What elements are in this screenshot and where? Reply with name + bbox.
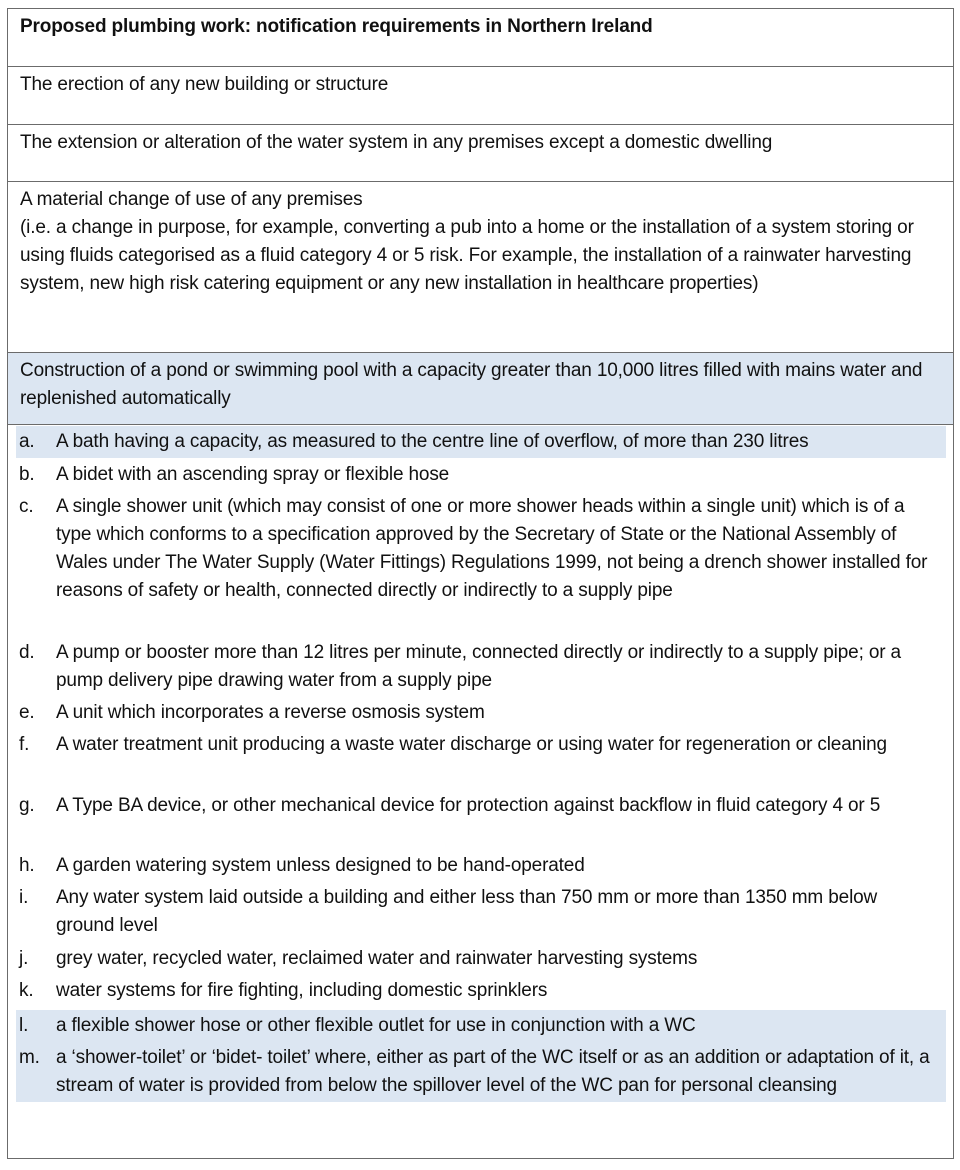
list-item-d	[16, 637, 946, 697]
list-item-g	[16, 790, 946, 822]
row-text: Construction of a pond or swimming pool with a capacity greater than 10,000 litres filled with mains water and replenished automatically	[20, 360, 923, 409]
fittings-list	[8, 425, 953, 1158]
list-item-m	[16, 1042, 946, 1102]
list-item-b	[16, 459, 946, 491]
item-label: i.	[19, 887, 29, 908]
item-label: j.	[19, 948, 29, 969]
table-title-row	[8, 9, 953, 67]
list-item-j	[16, 943, 946, 975]
item-label: h.	[19, 855, 35, 876]
row-detail: (i.e. a change in purpose, for example, converting a pub into a home or the installation of a system storing or using fluids categorised as a fluid category 4 or 5 risk. For example, the installation of a rainwater harvesting system, new high risk catering equipment or any new installation in healthcare properties)	[20, 217, 914, 294]
item-text: water systems for fire fighting, including domestic sprinklers	[56, 980, 548, 1001]
list-item-e	[16, 697, 946, 729]
item-text: A single shower unit (which may consist of one or more shower heads within a single unit) which is of a type which conforms to a specification approved by the Secretary of State or the National Assembly of Wales under The Water Supply (Water Fittings) Regulations 1999, not being a drench shower installed for reasons of safety or health, connected directly or indirectly to a supply pipe	[56, 496, 928, 601]
list-item-h	[16, 850, 946, 882]
item-text: grey water, recycled water, reclaimed water and rainwater harvesting systems	[56, 948, 698, 969]
item-label: d.	[19, 642, 35, 663]
item-label: k.	[19, 980, 34, 1001]
row-extension-alteration	[8, 125, 953, 182]
row-text: The erection of any new building or structure	[20, 74, 389, 95]
list-item-c	[16, 491, 946, 607]
notification-requirements-table	[7, 8, 954, 1159]
item-label: a.	[19, 431, 35, 452]
row-heading: A material change of use of any premises	[20, 189, 363, 210]
row-pond-pool	[8, 353, 953, 425]
item-text: A bidet with an ascending spray or flexible hose	[56, 464, 450, 485]
list-item-l	[16, 1010, 946, 1042]
item-label: g.	[19, 795, 35, 816]
list-item-i	[16, 882, 946, 942]
item-text: A Type BA device, or other mechanical device for protection against backflow in fluid category 4 or 5	[56, 795, 881, 816]
item-label: b.	[19, 464, 35, 485]
item-text: a flexible shower hose or other flexible outlet for use in conjunction with a WC	[56, 1015, 696, 1036]
row-text: The extension or alteration of the water system in any premises except a domestic dwelling	[20, 132, 773, 153]
item-label: l.	[19, 1015, 29, 1036]
item-label: m.	[19, 1047, 40, 1068]
item-label: e.	[19, 702, 35, 723]
list-item-f	[16, 729, 946, 761]
item-text: A unit which incorporates a reverse osmosis system	[56, 702, 485, 723]
row-new-building	[8, 67, 953, 125]
item-text: A garden watering system unless designed to be hand-operated	[56, 855, 585, 876]
item-text: a ‘shower-toilet’ or ‘bidet- toilet’ where, either as part of the WC itself or as an addition or adaptation of it, a stream of water is provided from below the spillover level of the WC pan for personal cleansing	[56, 1047, 930, 1096]
item-label: c.	[19, 496, 34, 517]
table-title: Proposed plumbing work: notification requirements in Northern Ireland	[20, 16, 653, 37]
item-label: f.	[19, 734, 30, 755]
row-material-change	[8, 182, 953, 353]
item-text: A pump or booster more than 12 litres per minute, connected directly or indirectly to a supply pipe; or a pump delivery pipe drawing water from a supply pipe	[56, 642, 901, 691]
list-item-a	[16, 426, 946, 458]
list-item-k	[16, 975, 946, 1007]
item-text: Any water system laid outside a building and either less than 750 mm or more than 1350 mm below ground level	[56, 887, 878, 936]
item-text: A bath having a capacity, as measured to the centre line of overflow, of more than 230 litres	[56, 431, 809, 452]
item-text: A water treatment unit producing a waste water discharge or using water for regeneration or cleaning	[56, 734, 887, 755]
